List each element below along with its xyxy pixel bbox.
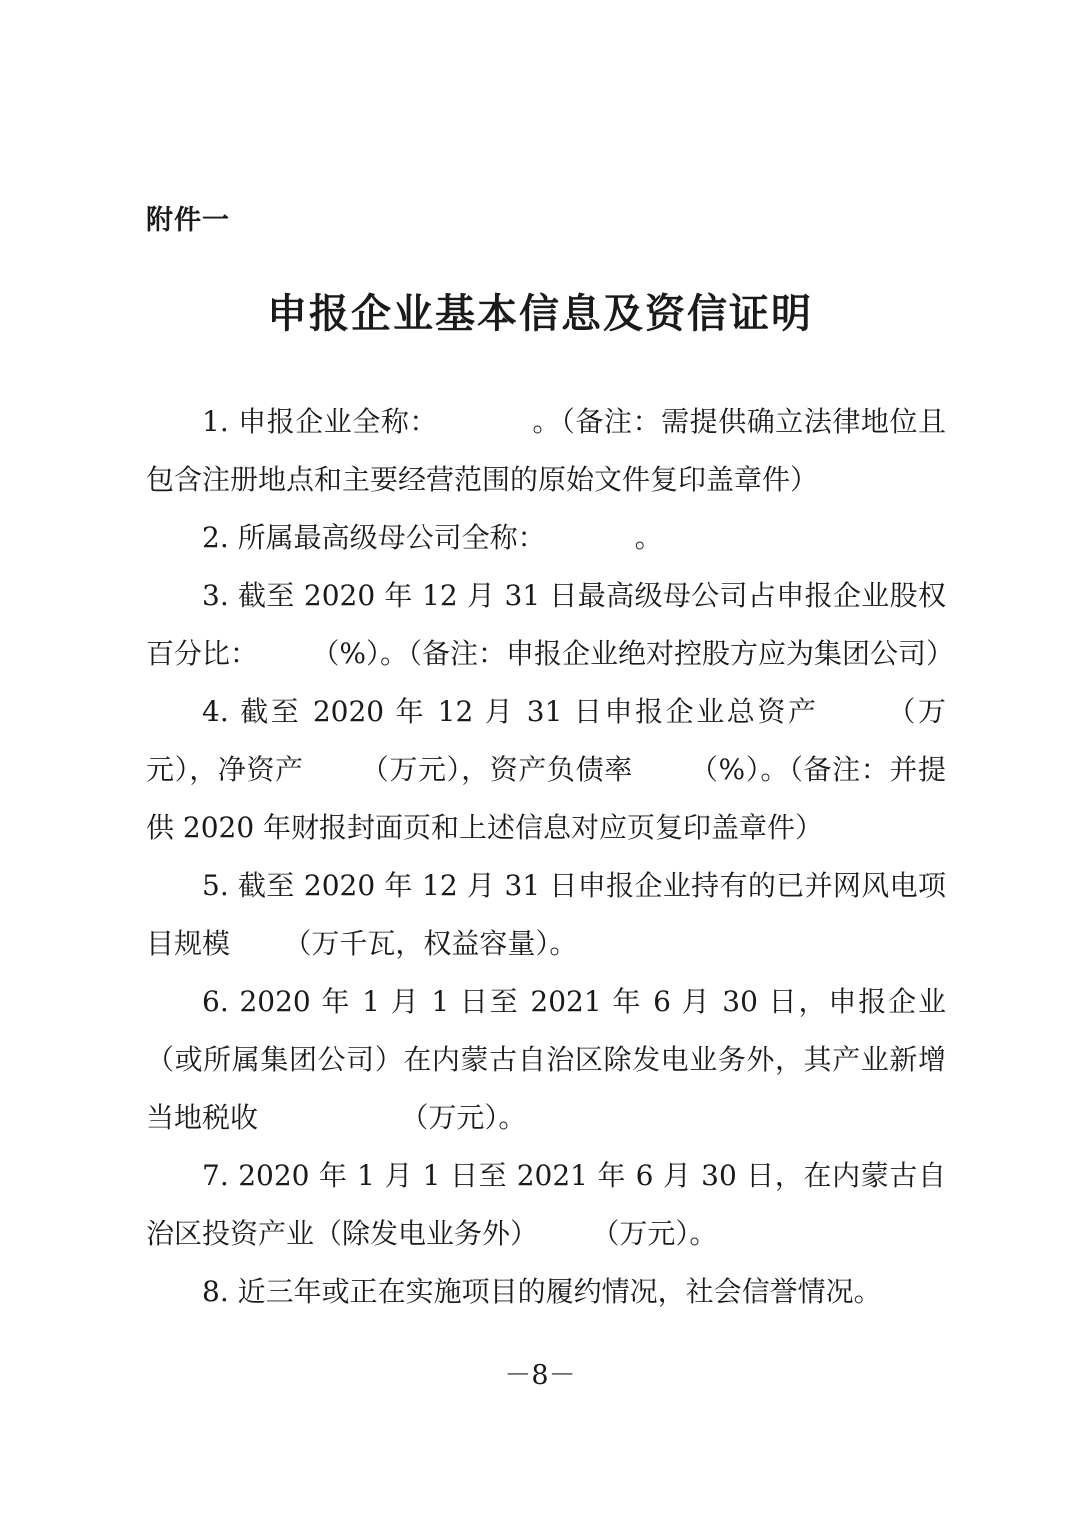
- attachment-label: 附件一: [146, 205, 230, 236]
- page-number: －8－: [504, 1360, 576, 1391]
- item-4-assets: 4. 截至 2020 年 12 月 31 日申报企业总资产 （万元），净资产 （万元），资产负债率 （%）。（备注：并提供 2020 年财报封面页和上述信息对应页复印盖章件）: [146, 695, 946, 844]
- item-5-wind-capacity: 5. 截至 2020 年 12 月 31 日申报企业持有的已并网风电项目规模 （万千瓦，权益容量）。: [146, 869, 946, 960]
- item-7-investment: 7. 2020 年 1 月 1 日至 2021 年 6 月 30 日，在内蒙古自治区投资产业（除发电业务外） （万元）。: [146, 1159, 946, 1250]
- item-8-performance: 8. 近三年或正在实施项目的履约情况，社会信誉情况。: [202, 1275, 882, 1308]
- item-6-local-tax: 6. 2020 年 1 月 1 日至 2021 年 6 月 30 日，申报企业（或所属集团公司）在内蒙古自治区除发电业务外，其产业新增当地税收 （万元）。: [146, 985, 946, 1134]
- document-body: [146, 393, 955, 1321]
- document-title: 申报企业基本信息及资信证明: [267, 291, 813, 337]
- item-2-parent-company: 2. 所属最高级母公司全称： 。: [202, 521, 663, 554]
- item-1-company-name: 1. 申报企业全称： 。（备注：需提供确立法律地位且包含注册地点和主要经营范围的原始文件复印盖章件）: [146, 405, 946, 496]
- item-3-equity-share: 3. 截至 2020 年 12 月 31 日最高级母公司占申报企业股权百分比： （%）。（备注：申报企业绝对控股方应为集团公司）: [146, 579, 955, 670]
